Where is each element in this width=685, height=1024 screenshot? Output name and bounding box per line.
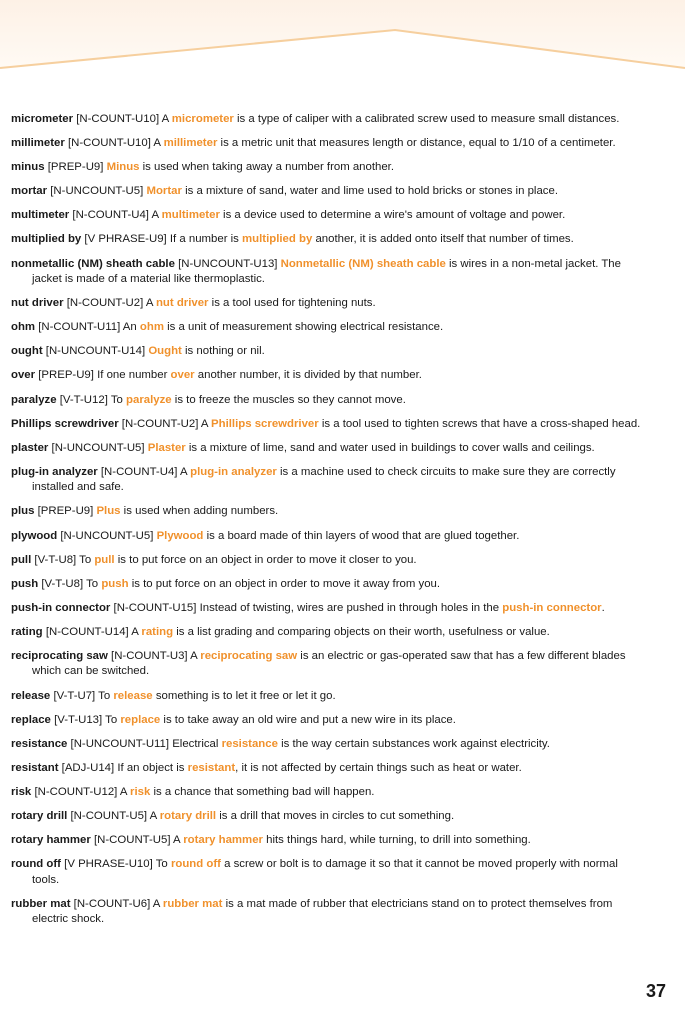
entry-highlighted-term: risk (130, 785, 151, 798)
entry-term: resistance (11, 737, 68, 750)
entry-definition-start: [V-T-U8] To (38, 577, 102, 590)
entry-definition-start: [V PHRASE-U9] If a number is (81, 233, 243, 246)
glossary-entry (11, 136, 647, 152)
entry-highlighted-term: Mortar (146, 185, 182, 198)
entry-definition-start: [PREP-U9] (44, 161, 107, 174)
entry-definition-start: [ADJ-U14] If an object is (58, 761, 188, 774)
entry-definition-start: [N-UNCOUNT-U11] Electrical (67, 737, 222, 750)
entry-highlighted-term: nut driver (155, 297, 209, 310)
entry-definition-end: hits things hard, while turning, to drill into something. (262, 834, 531, 847)
entry-term: plaster (11, 441, 49, 454)
entry-highlighted-term: over (170, 369, 195, 382)
entry-term: minus (11, 161, 45, 174)
entry-definition-start: [N-COUNT-U4] A (69, 209, 162, 222)
glossary-entry (11, 785, 647, 801)
entry-definition-end: is used when adding numbers. (120, 505, 279, 518)
entry-term: push (11, 577, 39, 590)
entry-definition-end: is to take away an old wire and put a new wire in its place. (160, 713, 456, 726)
entry-highlighted-term: rotary hammer (183, 834, 263, 847)
glossary-entry (11, 368, 647, 384)
glossary-entry (11, 417, 647, 433)
glossary-entry (11, 465, 647, 496)
entry-definition-end: is a tool used to tighten screws that have a cross-shaped head. (318, 417, 641, 430)
entry-highlighted-term: Minus (106, 161, 140, 174)
entry-term: nonmetallic (NM) sheath cable (11, 257, 175, 270)
glossary-entry (11, 529, 647, 545)
entry-term: ought (11, 345, 43, 358)
entry-definition-start: [N-COUNT-U10] A (73, 113, 172, 125)
entry-term: resistant (11, 761, 59, 774)
entry-definition-end: is a device used to determine a wire's amount of voltage and power. (219, 209, 566, 222)
entry-definition-end: is to freeze the muscles so they cannot move. (171, 393, 406, 406)
entry-term: pull (11, 553, 32, 566)
glossary-entry (11, 441, 647, 457)
glossary-entry (11, 160, 647, 176)
glossary-entry (11, 344, 647, 360)
entry-term: round off (11, 858, 61, 871)
glossary-entry (11, 184, 647, 200)
entry-definition-start: [N-UNCOUNT-U5] (48, 441, 148, 454)
entry-highlighted-term: resistant (187, 761, 236, 774)
entry-definition-start: [N-UNCOUNT-U5] (47, 185, 147, 198)
entry-highlighted-term: rating (141, 625, 174, 638)
entry-term: rubber mat (11, 897, 71, 910)
entry-highlighted-term: Plywood (156, 529, 204, 542)
entry-highlighted-term: replace (120, 713, 161, 726)
entry-definition-end: is to put force on an object in order to move it away from you. (128, 577, 441, 590)
entry-highlighted-term: multimeter (161, 209, 220, 222)
glossary-entry (11, 577, 647, 593)
glossary-entry (11, 257, 647, 288)
entry-definition-end: is a drill that moves in circles to cut something. (216, 810, 455, 823)
entry-definition-start: [V-T-U8] To (31, 553, 95, 566)
entry-term: plug-in analyzer (11, 465, 98, 478)
entry-term: reciprocating saw (11, 649, 108, 662)
entry-highlighted-term: Nonmetallic (NM) sheath cable (280, 257, 446, 270)
entry-definition-start: [N-COUNT-U11] An (35, 321, 140, 334)
entry-definition-end: is a mixture of lime, sand and water used in buildings to cover walls and ceilings. (185, 441, 595, 454)
entry-definition-start: [N-COUNT-U10] A (64, 137, 164, 150)
entry-definition-end: is a machine used to check circuits to make sure they are correctly installed and safe. (32, 465, 616, 494)
glossary-entry (11, 809, 647, 825)
glossary-entry (11, 112, 647, 128)
entry-definition-end: , it is not affected by certain things such as heat or water. (235, 761, 522, 774)
glossary-entry (11, 601, 647, 617)
entry-definition-end: is a tool used for tightening nuts. (208, 297, 376, 310)
entry-highlighted-term: paralyze (126, 393, 172, 406)
entry-definition-start: [V-T-U13] To (50, 713, 121, 726)
entry-definition-start: [PREP-U9] (34, 505, 97, 518)
entry-highlighted-term: Ought (148, 345, 182, 358)
entry-highlighted-term: Plus (96, 505, 121, 518)
entry-highlighted-term: round off (170, 858, 221, 871)
entry-definition-start: [N-COUNT-U5] A (67, 810, 160, 823)
entry-highlighted-term: millimeter (163, 137, 218, 150)
glossary-entry (11, 232, 647, 248)
entry-definition-start: [N-COUNT-U12] A (31, 785, 131, 798)
glossary-entry (11, 649, 647, 680)
entry-term: ohm (11, 321, 36, 334)
entry-term: release (11, 689, 51, 702)
page-header-decoration (0, 0, 685, 75)
entry-definition-end: is a mat made of rubber that electricians stand on to protect themselves from electric shock. (32, 897, 613, 926)
entry-definition-end: is wires in a non-metal jacket. The jacket is made of a material like thermoplastic. (32, 257, 621, 286)
entry-highlighted-term: micrometer (171, 113, 234, 125)
entry-highlighted-term: ohm (139, 321, 164, 334)
glossary-entry (11, 689, 647, 705)
entry-highlighted-term: Plaster (147, 441, 186, 454)
entry-term: nut driver (11, 297, 64, 310)
entry-definition-start: [N-COUNT-U3] A (107, 649, 201, 662)
entry-definition-end: another, it is added onto itself that number of times. (312, 233, 574, 246)
entry-highlighted-term: plug-in analyzer (190, 465, 277, 478)
glossary-entry (11, 504, 647, 520)
entry-definition-end: a screw or bolt is to damage it so that it cannot be moved properly with normal tools. (32, 858, 618, 886)
entry-highlighted-term: Phillips screwdriver (211, 417, 319, 430)
entry-definition-end: is the way certain substances work against electricity. (277, 737, 550, 750)
glossary-list (11, 112, 647, 936)
glossary-entry (11, 208, 647, 224)
entry-term: over (11, 369, 36, 382)
entry-definition-end: is a board made of thin layers of wood that are glued together. (203, 529, 520, 542)
entry-highlighted-term: resistance (221, 737, 278, 750)
entry-definition-end: another number, it is divided by that number. (194, 369, 422, 382)
entry-definition-start: [V-T-U12] To (56, 393, 127, 406)
entry-definition-start: [N-COUNT-U5] A (90, 834, 184, 847)
glossary-entry (11, 897, 647, 928)
entry-definition-end: is an electric or gas-operated saw that has a few different blades which can be switched. (32, 649, 626, 678)
entry-term: rotary hammer (11, 834, 91, 847)
entry-definition-start: [N-COUNT-U2] A (63, 297, 156, 310)
entry-definition-end: is a type of caliper with a calibrated screw used to measure small distances. (233, 113, 620, 125)
entry-highlighted-term: reciprocating saw (200, 649, 298, 662)
entry-term: multiplied by (11, 233, 82, 246)
entry-definition-end: something is to let it free or let it go. (152, 689, 336, 702)
entry-term: risk (11, 785, 32, 798)
glossary-entry (11, 737, 647, 753)
entry-highlighted-term: push (101, 577, 129, 590)
entry-term: rotary drill (11, 810, 68, 823)
glossary-entry (11, 320, 647, 336)
entry-definition-end: is a unit of measurement showing electrical resistance. (163, 321, 444, 334)
entry-highlighted-term: rubber mat (162, 897, 223, 910)
entry-highlighted-term: push-in connector (502, 601, 602, 614)
entry-definition-end: is nothing or nil. (181, 345, 265, 358)
glossary-entry (11, 761, 647, 777)
page-number: 37 (645, 981, 666, 1001)
glossary-entry (11, 553, 647, 569)
glossary-entry (11, 625, 647, 641)
entry-definition-start: [N-COUNT-U14] A (42, 625, 142, 638)
entry-definition-start: [N-COUNT-U2] A (118, 417, 212, 430)
entry-definition-end: is a metric unit that measures length or distance, equal to 1/10 of a centimeter. (217, 137, 616, 150)
entry-term: multimeter (11, 209, 70, 222)
entry-definition-start: [N-UNCOUNT-U13] (174, 257, 281, 270)
entry-highlighted-term: rotary drill (159, 810, 217, 823)
entry-definition-start: [PREP-U9] If one number (35, 369, 171, 382)
entry-highlighted-term: multiplied by (242, 233, 313, 246)
glossary-entry (11, 296, 647, 312)
entry-highlighted-term: pull (94, 553, 115, 566)
entry-definition-start: [N-COUNT-U4] A (97, 465, 191, 478)
entry-definition-end: is a chance that something bad will happen. (150, 785, 375, 798)
entry-definition-end: is to put force on an object in order to move it closer to you. (114, 553, 417, 566)
entry-definition-start: [N-UNCOUNT-U5] (57, 529, 157, 542)
entry-definition-start: [V PHRASE-U10] To (60, 858, 171, 871)
entry-definition-end: is a list grading and comparing objects on their worth, usefulness or value. (173, 625, 550, 638)
entry-term: replace (11, 713, 51, 726)
entry-term: micrometer (11, 113, 74, 125)
entry-term: plus (11, 505, 35, 518)
entry-definition-start: [N-COUNT-U6] A (70, 897, 163, 910)
glossary-entry (11, 833, 647, 849)
entry-highlighted-term: release (113, 689, 153, 702)
entry-term: Phillips screwdriver (11, 417, 119, 430)
entry-definition-end: is a mixture of sand, water and lime used to hold bricks or stones in place. (181, 185, 558, 198)
entry-term: plywood (11, 529, 58, 542)
glossary-entry (11, 393, 647, 409)
entry-definition-end: is used when taking away a number from another. (139, 161, 395, 174)
entry-term: paralyze (11, 393, 57, 406)
entry-term: push-in connector (11, 601, 111, 614)
glossary-entry (11, 857, 647, 888)
entry-definition-start: [N-COUNT-U15] Instead of twisting, wires are pushed in through holes in the (110, 601, 503, 614)
entry-term: mortar (11, 185, 48, 198)
entry-definition-start: [N-UNCOUNT-U14] (42, 345, 149, 358)
entry-definition-end: . (601, 601, 605, 614)
entry-term: rating (11, 625, 43, 638)
entry-term: millimeter (11, 137, 65, 150)
glossary-entry (11, 713, 647, 729)
entry-definition-start: [V-T-U7] To (50, 689, 114, 702)
